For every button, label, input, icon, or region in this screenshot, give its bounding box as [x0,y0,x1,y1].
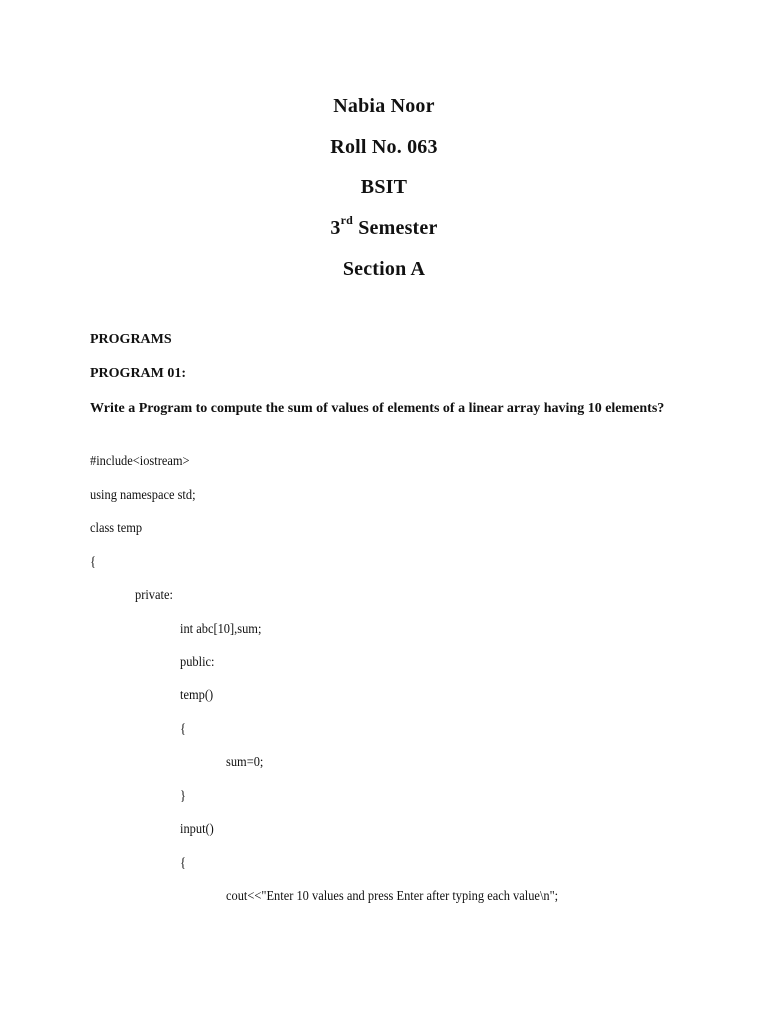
code-line: #include<iostream> [90,453,190,468]
program-name: BSIT [360,176,408,198]
section: Section A [342,258,426,280]
semester-word: Semester [353,217,438,239]
semester-number: 3 [330,217,341,239]
code-line: { [90,554,96,569]
code-line: int abc[10],sum; [180,621,262,636]
program-question: Write a Program to compute the sum of values of elements of a linear array having 10 elements? [90,401,665,416]
code-line: public: [180,654,215,669]
semester-ordinal-suffix: rd [340,213,354,228]
code-line: temp() [180,687,214,702]
code-line: sum=0; [226,754,264,769]
code-line: input() [180,821,214,836]
programs-heading: PROGRAMS [90,332,172,347]
code-line: { [180,855,186,870]
code-line: class temp [90,520,143,535]
semester [0,213,768,240]
author-name: Nabia Noor [333,95,435,117]
program-title: PROGRAM 01: [90,366,187,381]
roll-number: Roll No. 063 [330,136,438,158]
code-line: { [180,721,186,736]
code-line: using namespace std; [90,487,196,502]
code-line: } [180,788,186,803]
code-line: cout<<"Enter 10 values and press Enter after typing each value\n"; [226,888,559,903]
code-line: private: [135,587,173,602]
